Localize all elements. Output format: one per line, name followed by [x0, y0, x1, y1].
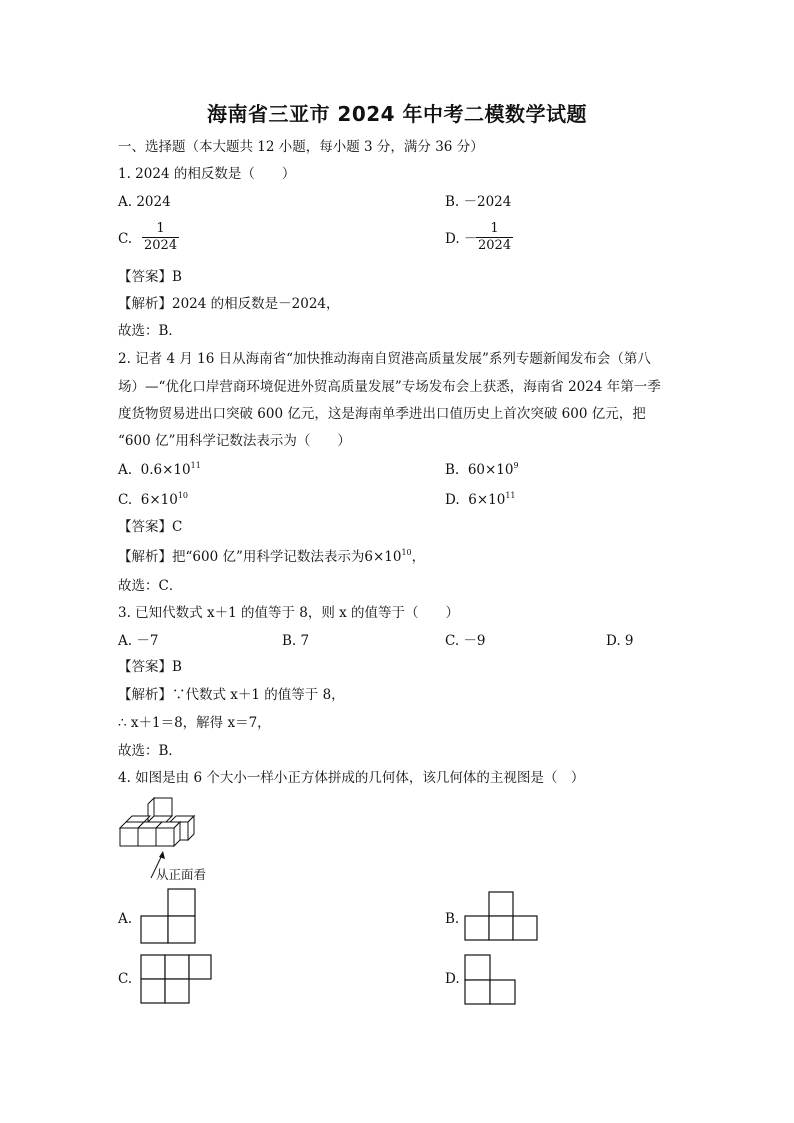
- q2-analysis-base: 6×10: [364, 549, 402, 565]
- q2-option-c-exponent: 10: [177, 491, 189, 500]
- q1-stem: 1. 2024 的相反数是（ ）: [118, 166, 296, 182]
- q2-conclusion: 故选：C．: [118, 578, 183, 594]
- q2-option-d-label: D.: [445, 492, 460, 508]
- q2-option-b-base: 60×10: [467, 462, 514, 478]
- q4-option-b-figure: [464, 891, 540, 943]
- q4-option-a-figure: [140, 888, 198, 944]
- q2-option-c-label: C.: [118, 492, 133, 508]
- q3-option-a: A. －7: [118, 633, 159, 649]
- q3-option-d: D. 9: [606, 633, 634, 649]
- section-heading: 一、选择题（本大题共 12 小题，每小题 3 分，满分 36 分）: [118, 139, 484, 155]
- q2-stem-line3: 度货物贸易进出口突破 600 亿元，这是海南单季进出口值历史上首次突破 600 亿元，把: [118, 406, 646, 422]
- q3-option-b: B. 7: [282, 633, 310, 649]
- q2-analysis-end: ，: [411, 549, 426, 565]
- q1-option-c-denominator: 2024: [144, 238, 178, 253]
- q2-stem-line1: 2. 记者 4 月 16 日从海南省“加快推动海南自贸港高质量发展”系列专题新闻发布会（第八: [118, 351, 651, 367]
- q2-option-a-base: 0.6×10: [140, 462, 191, 478]
- q1-option-a: A. 2024: [118, 194, 171, 210]
- q2-option-b: [445, 461, 519, 479]
- q3-solution-step: ∴ x＋1＝8，解得 x＝7，: [118, 715, 271, 731]
- q4-option-b-label: B.: [445, 911, 460, 927]
- q1-option-d-numerator: 1: [490, 221, 499, 236]
- q4-view-direction-label: 从正面看: [156, 867, 207, 882]
- q1-option-c-label: C.: [118, 231, 133, 247]
- q2-option-a: [118, 461, 201, 479]
- q2-option-d: [445, 491, 516, 509]
- page-title: 海南省三亚市 2024 年中考二模数学试题: [206, 102, 588, 126]
- q3-answer: 【答案】B: [118, 659, 182, 675]
- q1-option-d-denominator: 2024: [478, 238, 512, 253]
- q1-option-b: B. －2024: [445, 194, 512, 210]
- q2-analysis-text: 【解析】把“600 亿”用科学记数法表示为: [118, 549, 365, 565]
- q4-cube-figure: [118, 798, 198, 856]
- q2-option-c-base: 6×10: [140, 492, 178, 508]
- q1-conclusion: 故选：B．: [118, 323, 182, 339]
- q2-option-c: [118, 491, 188, 509]
- q1-answer: 【答案】B: [118, 269, 182, 285]
- q2-option-b-label: B.: [445, 462, 460, 478]
- q3-conclusion: 故选：B．: [118, 743, 182, 759]
- q2-option-d-base: 6×10: [468, 492, 506, 508]
- q4-option-d-figure: [464, 954, 518, 1006]
- q3-stem: 3. 已知代数式 x＋1 的值等于 8，则 x 的值等于（ ）: [118, 605, 460, 621]
- q2-analysis-exponent: 10: [401, 548, 412, 557]
- q2-option-a-label: A.: [118, 462, 133, 478]
- q4-option-c-label: C.: [118, 971, 133, 987]
- q2-option-d-exponent: 11: [505, 491, 516, 500]
- q3-option-c: C. －9: [445, 633, 486, 649]
- q3-analysis: 【解析】∵代数式 x＋1 的值等于 8，: [118, 687, 345, 703]
- q4-stem: 4. 如图是由 6 个大小一样小正方体拼成的几何体，该几何体的主视图是（ ）: [118, 770, 585, 786]
- q1-option-c-fraction: [142, 221, 179, 254]
- q4-option-a-label: A.: [118, 911, 133, 927]
- q2-analysis: [118, 548, 425, 566]
- q2-option-a-exponent: 11: [190, 461, 201, 470]
- q1-option-d-label: D. －: [445, 231, 478, 247]
- q2-option-b-exponent: 9: [513, 461, 519, 470]
- q4-option-d-label: D.: [445, 971, 460, 987]
- q1-option-c-numerator: 1: [156, 221, 165, 236]
- q2-answer: 【答案】C: [118, 519, 183, 535]
- q1-analysis: 【解析】2024 的相反数是－2024，: [118, 296, 340, 312]
- q4-option-c-figure: [140, 954, 214, 1005]
- q2-stem-line2: 场）—“优化口岸营商环境促进外贸高质量发展”专场发布会上获悉，海南省 2024 年第一季: [118, 379, 661, 395]
- q2-stem-line4: “600 亿”用科学记数法表示为（ ）: [118, 433, 351, 449]
- q1-option-d-fraction: [476, 221, 513, 254]
